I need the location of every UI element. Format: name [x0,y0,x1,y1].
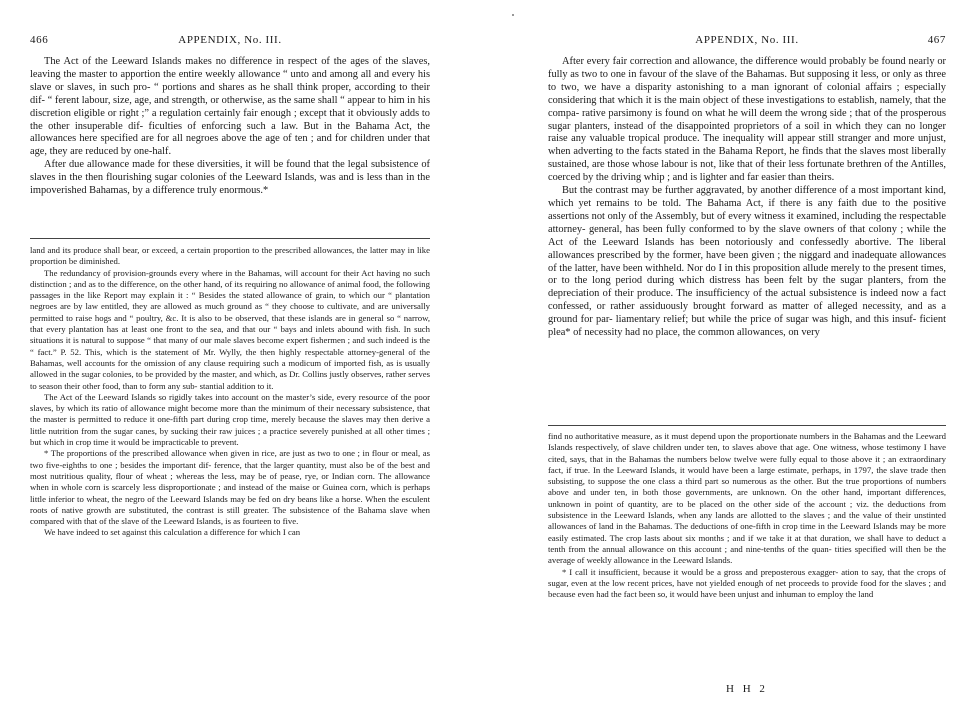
left-footnote-rule [30,238,430,239]
right-running-head: APPENDIX, No. III. [695,34,799,46]
right-footnotes [548,431,946,677]
left-page-header [30,34,430,50]
right-footnote-paragraph: * I call it insufficient, because it would be a gross and preposterous exagger- ation to say, that the crops of sugar, even at the low recent prices, have not yielded enough of net proceeds to provide food for the slaves ; and because even had the fact been so, it would have been unjust and inhuman to employ the land [548,566,946,600]
left-footnote-paragraph: The Act of the Leeward Islands so rigidly takes into account on the master’s side, every resource of the poor slaves, by which its ratio of allowance might become more than the minimum of their necessary subsistence, that the master is permitted to reduce it one-fifth part during crop time, merely because the slaves may then derive a little nutrition from the sugar canes, by sucking their raw juices ; a practice severely punished at all other times ; but which in crop time it would be impracticable to prevent. [30,391,430,448]
left-page [30,0,430,721]
right-footnote-paragraph: find no authoritative measure, as it must depend upon the proportionate numbers in the Bahamas and the Leeward Islands respectively, of slave children under ten, to slaves above that age. One witness, whose testimony I have cited, says, that in the Bahamas the numbers below twelve were fully equal to those above it ; an extraordinary fact, if true. In the Leeward Islands, it would have been a large estimate, perhaps, in 1797, the slave trade then subsisting, to suppose the one class a third part so numerous as the other. But the true proportions of numbers above and under ten, in both those governments, are unknown. On the other hand, important differences, unknown in point of quantity, are to be placed on the other side of the account ; viz. the deductions from subsistence in the Leeward Islands, when any lands are allotted to the slaves ; and the value of their unstinted allowances of land in the Bahamas. The deductions of one-fifth in crop time in the Leeward Islands may be more easily estimated. The crop lasts about six months ; and if we take it at that duration, we shall have to deduct a tenth from the annual allowance on this account ; and nine-tenths of the quan- tities specified will then be the average of weekly allowance in the Leeward Islands. [548,431,946,566]
left-footnote-paragraph: We have indeed to set against this calculation a difference for which I can [44,527,301,538]
left-main-paragraph: After due allowance made for these diversities, it will be found that the legal subsistence of slaves in the then flourishing sugar colonies of the Leeward Islands, was and is less than in the impoverished Bahamas, by a difference truly enormous.* [30,159,430,197]
left-page-number: 466 [30,34,49,46]
left-footnote-paragraph: land and its produce shall bear, or exceed, a certain proportion to the prescribed allowances, the latter may in like proportion be diminished. [30,245,430,267]
left-footnote-paragraph: The redundancy of provision-grounds every where in the Bahamas, will account for their Act having no such distinction ; and as to the difference, on the other hand, of its requiring no allowance of animal food, the following passages in the like Report may explain it : “ Besides the stated allowance of grain, to which our “ plantation negroes are by law entitled, they are allowed as much ground as “ they choose to cultivate, and are universally permitted to raise hogs and “ poultry, &c. It is also to be observed, that these islands are in general so “ narrow, that every plantation has at least one front to the sea, and that our “ bays and inlets abound with fish. In such situations it is natural to suppose “ that many of our male slaves become expert fishermen ; and such indeed is the “ fact.” P. 52. This, which is the statement of Mr. Wylly, the then highly respectable attorney-general of the Bahamas, well accounts for the omission of any clause requiring such a modicum of imported fish, as is usually allowed in the sugar colonies, to be provided by the master, and which, as Dr. Collins justly observes, rather serves to season their other food, than to form any sub- stantial addition to it. [30,267,430,391]
right-page-number: 467 [927,34,946,46]
left-footnotes [30,245,430,687]
left-main-paragraph: The Act of the Leeward Islands makes no difference in respect of the ages of the slaves, leaving the master to apportion the entire weekly allowance “ unto and among all and every his slave or slaves, in such pro- “ portions and shares as he shall think proper, according to their dif- “ ferent labour, size, age, and strength, or otherwise, as the same shall “ appear to him in his discretion eligible or right ;” a regulation certainly fair enough ; except that it obviously adds to the other insuperable dif- ficulties of enforcing such a law. But in the Bahama Act, the allowances here specified are for all negroes above the age of ten ; and for children under that age, they are reduced by one-half. [30,56,430,158]
left-running-head: APPENDIX, No. III. [178,34,282,46]
right-footnote-rule [548,425,946,426]
right-main-paragraph: But the contrast may be further aggravated, by another difference of a most important kind, which yet remains to be told. The Bahama Act, if there is any faith due to the positive assertions not only of the Assembly, but of every witness it examined, including the respectable attorney- general, has been fully conformed to by the slave owners of that colony ; while the Act of the Leeward Islands has been notoriously and confessedly abortive. The liberal allowances prescribed by the former, have been given ; the niggard and inadequate allowances of the latter, have been withheld. Nor do I in this proposition allude merely to the present times, or to the long period during which distress has been felt by the sugar planters, from the depreciation of their produce. The insufficiency of the actual subsistence is indeed now a fact confessed, or rather assiduously brought forward as matter of alleged necessity, and as a ground for par- liamentary relief; but while the price of sugar was high, and this insuf- ficient plea* of necessity had no place, the common allowances, on very [548,185,946,339]
right-page-header [548,34,946,50]
right-page [548,0,946,721]
left-main-text [30,56,430,234]
right-main-paragraph: After every fair correction and allowance, the difference would probably be found nearly or fully as two to one in favour of the slave of the Bahamas. But supposing it less, or only as three to two, we have a disparity astonishing to a man ignorant of colonial affairs ; especially considering that which it is the main object of these investigations to establish, namely, that the compa- rative parsimony is found on what he will deem the wrong side ; that of the prosperous sugar planters, instead of the disappointed proprietors of a soil in which they can no longer raise any valuable tropical produce. The inequality will appear still stranger and more unjust, when adverting to the facts stated in the Bahama Report, he finds that the slaves most liberally sustained, are those whose labour is not, like that of their less fortunate brethren of the Antilles, coerced by the driving whip ; and is lighter and far easier than theirs. [548,56,946,184]
right-main-text [548,56,946,418]
gutter-mark [512,14,514,16]
signature-mark: H H 2 [726,683,768,695]
left-footnote-paragraph: * The proportions of the prescribed allowance when given in rice, are just as two to one ; in flour or meal, as two five-eighths to one ; besides the important dif- ference, that the larger quantity, must also be of the best and most nutritious quality, flour of wheat ; whereas the less, may be of pease, rye, or Indian corn. The allowance when in whole corn is scarcely less disproportionate ; and instead of the maise or Guinea corn, which is perhaps little inferior to wheat, the negro of the Leeward Islands may be fed on dry beans like a horse. When the esculent roots of native growth are substituted, the contrast is still greater. The subsistence of the Bahama slave when compared with that of the slave of the Leeward Islands, is as fourteen to five. [30,448,430,527]
